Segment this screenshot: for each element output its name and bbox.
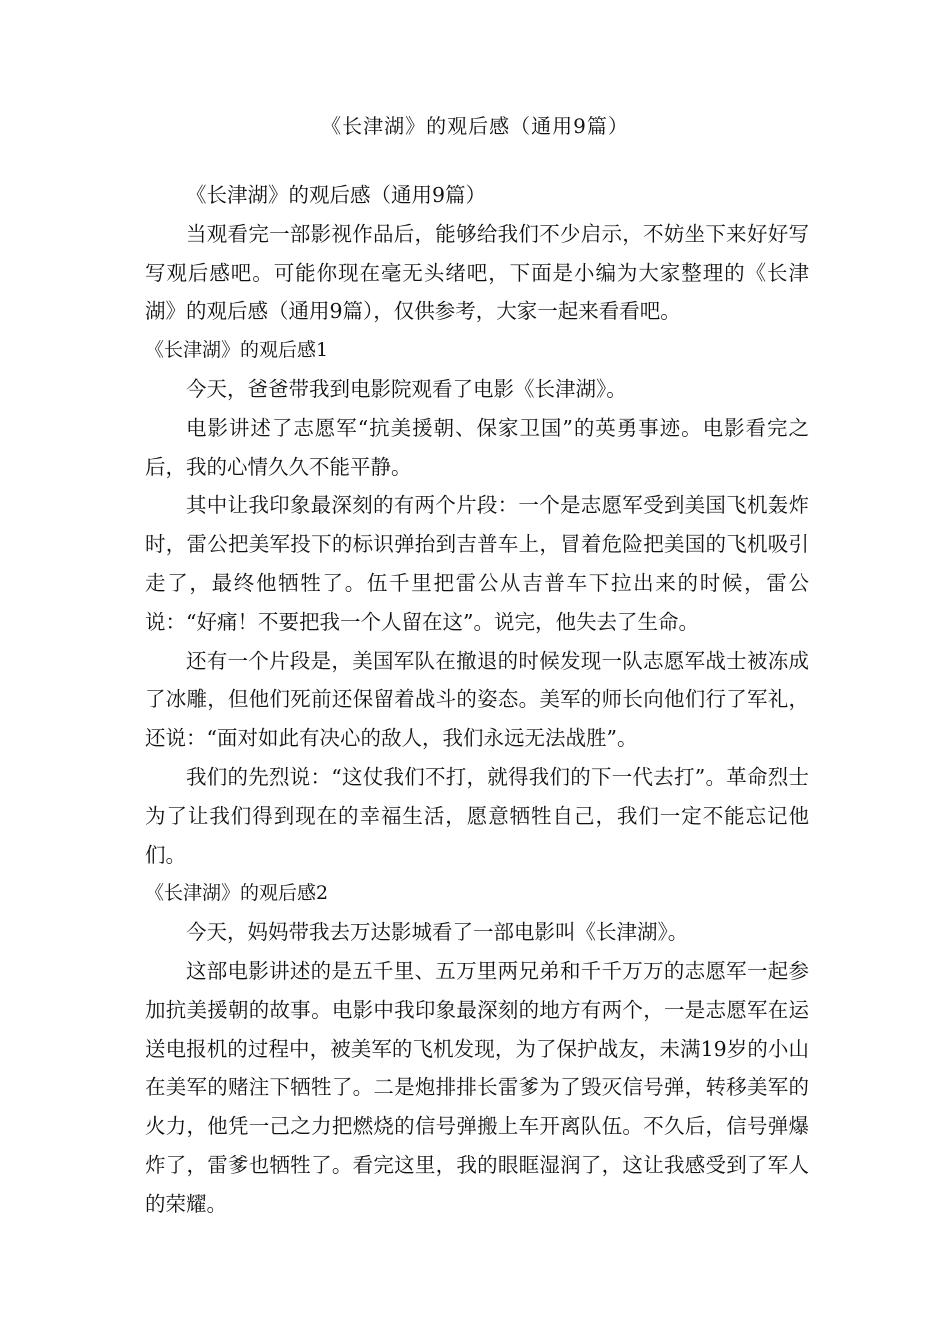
paragraph: 今天，爸爸带我到电影院观看了电影《长津湖》。 <box>186 376 627 401</box>
section-heading-2: 《长津湖》的观后感2 <box>145 882 329 905</box>
document-body <box>145 176 809 1224</box>
paragraph: 我们的先烈说：“这仗我们不打，就得我们的下一代去打”。革命烈士为了让我们得到现在的幸福生活，愿意牺牲自己，我们一定不能忘记他们。 <box>145 764 809 867</box>
paragraph-intro: 当观看完一部影视作品后，能够给我们不少启示，不妨坐下来好好写写观后感吧。可能你现在毫无头绪吧，下面是小编为大家整理的《长津湖》的观后感（通用9篇），仅供参考，大家一起来看看吧。 <box>145 221 809 324</box>
paragraph: 今天，妈妈带我去万达影城看了一部电影叫《长津湖》。 <box>186 920 689 945</box>
paragraph-subtitle: 《长津湖》的观后感（通用9篇） <box>186 183 487 207</box>
section-heading-1: 《长津湖》的观后感1 <box>145 339 329 362</box>
paragraph: 其中让我印象最深刻的有两个片段：一个是志愿军受到美国飞机轰炸时，雷公把美军投下的标识弹抬到吉普车上，冒着危险把美国的飞机吸引走了，最终他牺牲了。伍千里把雷公从吉普车下拉出来的时候，雷公说：“好痛！不要把我一个人留在这”。说完，他失去了生命。 <box>145 493 809 634</box>
paragraph: 电影讲述了志愿军“抗美援朝、保家卫国”的英勇事迹。电影看完之后，我的心情久久不能平静。 <box>145 415 809 479</box>
paragraph: 这部电影讲述的是五千里、五万里两兄弟和千千万万的志愿军一起参加抗美援朝的故事。电影中我印象最深刻的地方有两个，一是志愿军在运送电报机的过程中，被美军的飞机发现，为了保护战友，未满19岁的小山在美军的赌注下牺牲了。二是炮排排长雷爹为了毁灭信号弹，转移美军的火力，他凭一己之力把燃烧的信号弹搬上车开离队伍。不久后，信号弹爆炸了，雷爹也牺牲了。看完这里，我的眼眶湿润了，这让我感受到了军人的荣耀。 <box>145 958 809 1216</box>
document-title: 《长津湖》的观后感（通用9篇） <box>321 114 629 138</box>
paragraph: 还有一个片段是，美国军队在撤退的时候发现一队志愿军战士被冻成了冰雕，但他们死前还保留着战斗的姿态。美军的师长向他们行了军礼，还说：“面对如此有决心的敌人，我们永远无法战胜”。 <box>145 648 809 751</box>
